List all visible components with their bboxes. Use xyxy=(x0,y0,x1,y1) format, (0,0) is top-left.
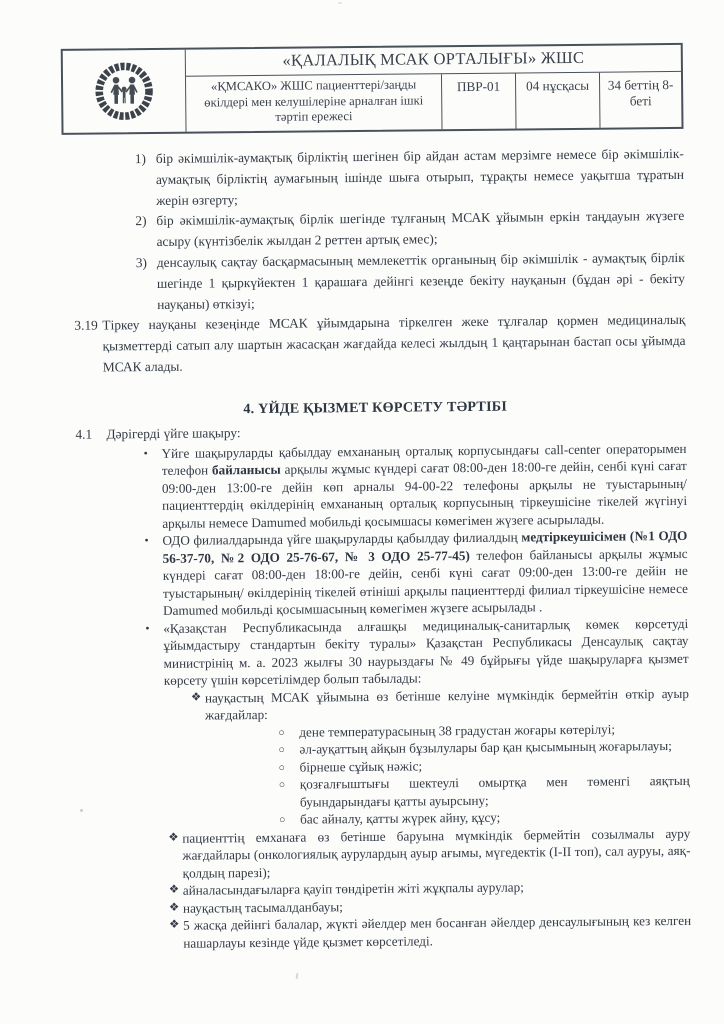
list-item xyxy=(62,144,685,212)
bullet-item xyxy=(65,527,688,620)
diamond-icon: ❖ xyxy=(168,901,180,914)
clause-text: Тіркеу науқаны кезеңінде МСАК ұйымдарына тіркелген жеке тұлғалар қормен медициналық қызметтерді сатып алу шартын жасасқан жағдайда келесі жылдың 1 қаңтарынан бастап осы ұйымда МСАК алады. xyxy=(102,312,686,375)
clause-text: Дәрігерді үйге шақыру: xyxy=(106,424,241,442)
circle-text: әл-ауқаттың айқын бұзылулары бар қан қысымының жоғарылауы; xyxy=(299,738,672,757)
bullet-icon: • xyxy=(145,620,150,635)
clause-3-19 xyxy=(63,310,686,378)
diamond-item xyxy=(67,685,689,726)
numbered-list xyxy=(62,144,686,316)
list-item-text: денсаулық сақтау басқармасының мемлекеттік органының бір әкімшілік - аумақтық бірлік шегінде 1 қыркүйектен 1 қарашаға дейінгі кезеңде бекіту науқанын (бұдан әрі - бекіту науқаны) өткізуі; xyxy=(156,249,686,312)
diamond-icon: ❖ xyxy=(168,884,180,897)
bullet-text-pre: «Қазақстан Республикасында алғашқы медициналық-санитарлық көмек көрсетуді ұйымдастыру стандартын бекіту туралы» Қазақстан Республикасы Денсаулық сақтау министрінің м. а. 2023 жылғы 30 наурыздағы № 49 бұйрығы үйде шақыруларға қызмет көрсету үшін көрсетілімдер болып табылады: xyxy=(163,615,689,689)
diamond-text: айналасындағыларға қауіп төндіретін жіті жұқпалы аурулар; xyxy=(182,879,524,899)
diamond-text: науқастың тасымалданбауы; xyxy=(182,898,343,916)
list-number: 1) xyxy=(134,151,147,167)
doc-version: 04 нұсқасы xyxy=(515,73,600,129)
org-title: «ҚАЛАЛЫҚ МСАК ОРТАЛЫҒЫ» ЖШС xyxy=(185,45,681,77)
logo-cell xyxy=(63,50,186,133)
family-logo-icon xyxy=(92,59,157,124)
bullet-text-bold: медтіркеушісімен (№1 ОДО 56-37-70, №2 ОДО 25-76-67, № 3 ОДО 25-77-45) xyxy=(162,528,688,566)
circle-item xyxy=(68,772,690,813)
clause-number: 3.19 xyxy=(74,317,98,334)
circle-text: бас айналу, қатты жүрек айну, құсу; xyxy=(300,809,501,827)
doc-description: «ҚМСАКО» ЖШС пациенттері/заңды өкілдері мен келушілеріне арналған ішкі тәртіп ережесі xyxy=(185,74,442,131)
section-4-title: 4. ҮЙДЕ ҚЫЗМЕТ КӨРСЕТУ ТӘРТІБІ xyxy=(243,398,508,417)
diamond-text: пациенттің емханаға өз бетінше баруына мүмкіндік бермейтін созылмалы ауру жағдайлары (онкологиялық аурулардың ауыр ағымы, мүгедектік (I-II топ), сал ауруы, аяқ-қолдың парезі); xyxy=(182,825,691,881)
doc-page-number: 34 беттің 8-беті xyxy=(599,72,682,128)
diamond-item xyxy=(68,825,690,883)
list-item-text: бір әкімшілік-аумақтық бірлік шегінде тұлғаның МСАК ұйымын еркін таңдауын жүзеге асыру (күнтізбелік жылдан 2 реттен артық емес); xyxy=(156,208,685,250)
list-number: 3) xyxy=(135,255,148,271)
circle-icon: ○ xyxy=(279,815,286,827)
diamond-icon: ❖ xyxy=(169,919,180,932)
bullet-text-bold: байланысы xyxy=(211,462,281,478)
circle-icon: ○ xyxy=(278,727,285,739)
circle-text: бірнеше сұйық нәжіс; xyxy=(299,758,423,775)
circle-icon: ○ xyxy=(278,762,286,774)
bullet-text-pre: ОДО филиалдарында үйге шақыруларды қабылдау филиалдың xyxy=(162,529,522,549)
document-header-table xyxy=(61,43,684,135)
diamond-text: 5 жасқа дейінгі балалар, жүкті әйелдер мен босанған әйелдер денсаулығының кез келген нашарлауы кезінде үйде қызмет көрсетіледі. xyxy=(183,913,692,951)
list-number: 2) xyxy=(135,213,147,229)
list-item-text: бір әкімшілік-аумақтық бірліктің шегінен бір айдан астам мерзімге немесе бір әкімшілік-аумақтық бірліктің аумағының ішінде шыға отырып, тұрақты немесе уақытша тұратын жерін өзгерту; xyxy=(155,145,685,208)
circle-icon: ○ xyxy=(278,780,286,792)
bullet-item xyxy=(65,440,688,533)
circle-text: дене температурасының 38 градустан жоғары көтерілуі; xyxy=(299,721,616,740)
list-item xyxy=(62,206,684,254)
diamond-icon: ❖ xyxy=(168,831,179,844)
doc-code: ПВР-01 xyxy=(441,74,516,130)
circle-text: қозғалғыштығы шектеулі омыртқа мен төменгі аяқтың буындарындағы қатты ауырсыну; xyxy=(299,773,690,810)
circle-icon: ○ xyxy=(278,745,285,757)
bullet-list xyxy=(65,440,692,953)
bullet-icon: • xyxy=(144,533,149,548)
bullet-text-post: арқылы жұмыс күндері сағат 08:00-ден 18:00-ге дейін, сенбі күні сағат 09:00-ден 13:00-ге дейін көп арналы 94-00-22 телефоны арқылы не туыстарының/ пациенттердің өкілдерінің емхананың орталық корпусының тіркеушісіне тікелей жүгінуі арқылы немесе Damumed мобильді қосымшасы көмегімен жүзеге асырылады. xyxy=(161,458,688,531)
bullet-icon: • xyxy=(143,445,148,460)
list-item xyxy=(63,248,686,316)
diamond-text: науқастың МСАК ұйымына өз бетінше келуіне мүмкіндік бермейтін өткір ауыр жағдайлар: xyxy=(204,685,690,723)
bullet-item xyxy=(66,615,689,691)
bullet-text-post: телефон байланысы арқылы жұмыс күндері сағат 08:00-ден 18:00-ге дейін, сенбі күні сағат 09:00-ден 13:00-ге дейін не туыстарының/ өкілдерінің тікелей өтініші арқылы пациенттерді филиал тіркеушісіне немесе Damumed мобильді қосымшасының көмегімен жүзеге асырылады . xyxy=(162,545,688,619)
clause-number: 4.1 xyxy=(75,426,93,442)
diamond-icon: ❖ xyxy=(190,691,202,704)
diamond-item xyxy=(69,912,691,953)
scan-artifact xyxy=(296,973,299,979)
bullet-text-pre: Үйге шақыруларды қабылдау емхананың орталық корпусындағы call-center операторымен телефон xyxy=(161,440,687,479)
